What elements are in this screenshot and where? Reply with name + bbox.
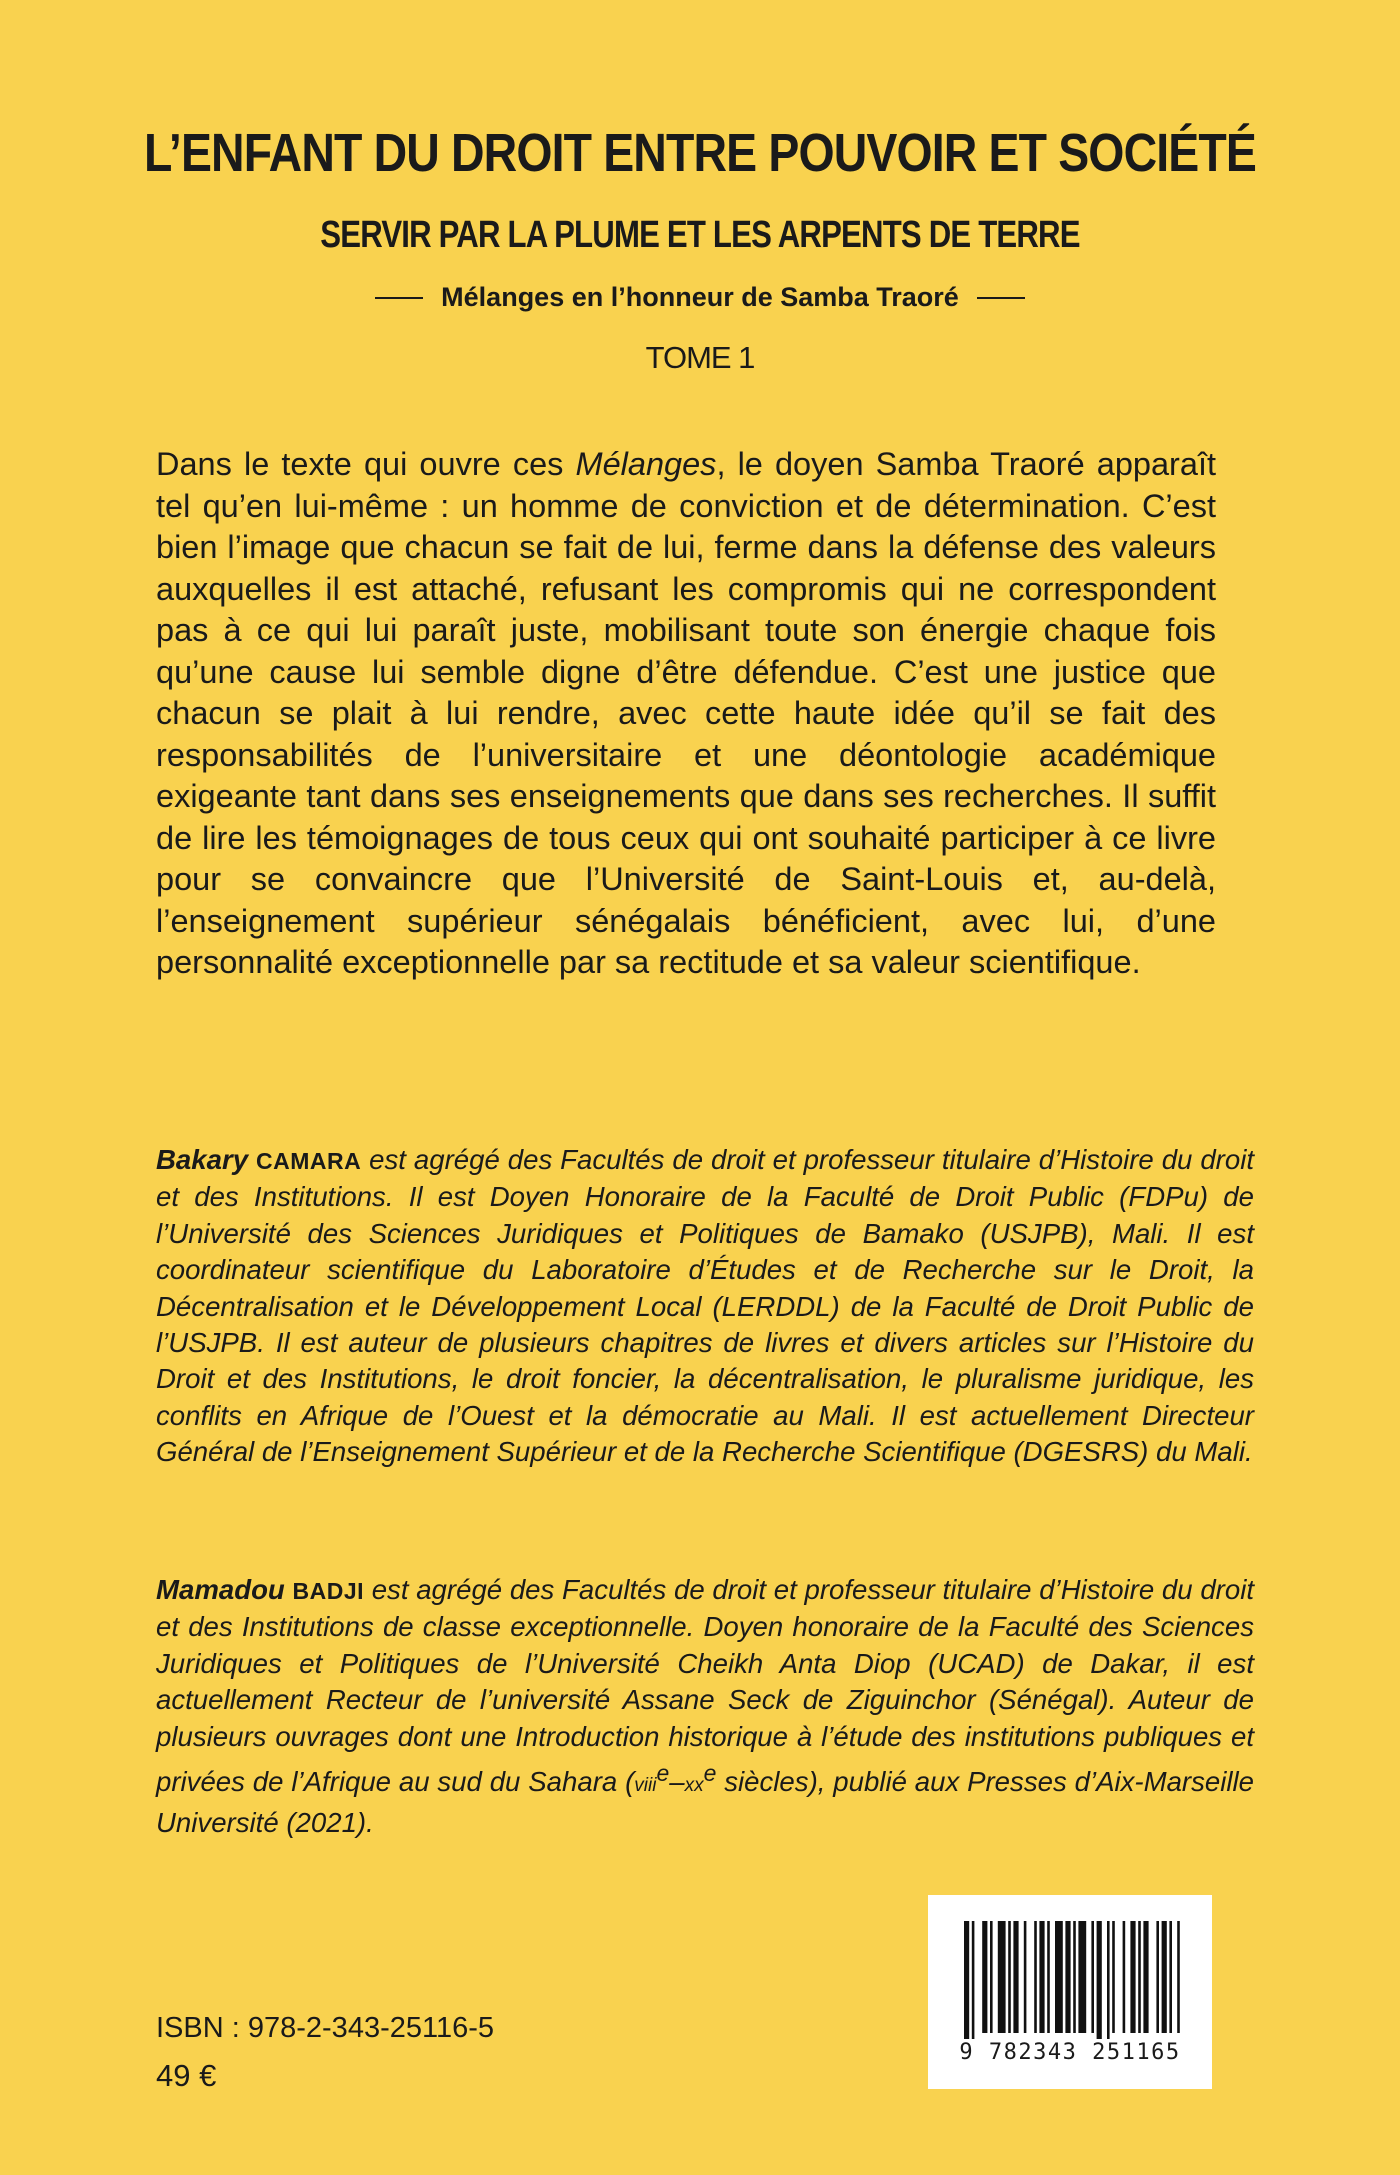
description-italic: Mélanges (575, 446, 717, 482)
barcode-bar (1065, 1921, 1070, 2033)
right-rule (977, 297, 1025, 299)
barcode-bar (990, 1921, 993, 2033)
author-bio-end: siècles), publié aux Presses d’Aix-Marseille Université (2021). (156, 1766, 1255, 1838)
author-bio-badji (156, 1572, 1254, 1841)
century-sup: e (656, 1760, 670, 1787)
barcode-bar (1097, 1921, 1102, 2039)
price: 49 € (156, 2058, 217, 2093)
isbn: ISBN : 978-2-343-25116-5 (156, 2012, 495, 2044)
barcode-bar (1162, 1921, 1167, 2033)
melanges-text: Mélanges en l’honneur de Samba Traoré (441, 282, 959, 312)
barcode-bar (1039, 1921, 1044, 2033)
barcode-bar (1138, 1921, 1141, 2033)
tome-label: TOME 1 (645, 340, 755, 375)
author-first-name: Bakary (156, 1144, 249, 1175)
left-rule (375, 297, 423, 299)
century-sup: e (703, 1760, 717, 1787)
barcode-bar (1008, 1921, 1011, 2033)
barcode-bar (1177, 1921, 1180, 2033)
barcode-bar (1107, 1921, 1110, 2039)
melanges-line (0, 282, 1400, 313)
book-description (156, 444, 1216, 984)
author-last-name: BADJI (292, 1578, 364, 1604)
barcode-bar (1143, 1921, 1148, 2033)
barcode-bar (982, 1921, 987, 2033)
author-bio-camara (156, 1142, 1254, 1471)
century-start: viii (634, 1775, 657, 1797)
book-subtitle: SERVIR PAR LA PLUME ET LES ARPENTS DE TERRE (320, 214, 1080, 256)
barcode-bar (1112, 1921, 1115, 2033)
barcode-bar (1123, 1921, 1126, 2033)
barcode-bar (1156, 1921, 1159, 2033)
author-first-name: Mamadou (156, 1574, 285, 1605)
description-intro: Dans le texte qui ouvre ces (156, 446, 576, 482)
century-sep: – (669, 1766, 685, 1798)
author-bio-text: est agrégé des Facultés de droit et professeur titulaire d’Histoire du droit et des Institutions de classe exceptionnelle. Doyen honoraire de la Faculté des Sciences Juridiques et Politiques de l’Université Cheikh Anta Diop (UCAD) de Dakar, il est actuellement Recteur de l’université Assane Seck de Ziguinchor (Sénégal). Auteur de plusieurs ouvrages dont une Introduction historique à l’étude des institutions publiques et privées de l’Afrique au sud du Sahara ( (156, 1574, 1254, 1798)
author-last-name: CAMARA (256, 1148, 362, 1174)
barcode-bar (1034, 1921, 1037, 2033)
barcode (928, 1895, 1212, 2089)
barcode-bar (1130, 1921, 1135, 2033)
barcode-digits: 9 782343 251165 (959, 2040, 1181, 2065)
author-bio-text: est agrégé des Facultés de droit et professeur titulaire d’Histoire du droit et des Institutions. Il est Doyen Honoraire de la Faculté de Droit Public (FDPu) de l’Université des Sciences Juridiques et Politiques de Bamako (USJPB), Mali. Il est coordinateur scientifique du Laboratoire d’Études et de Recherche sur le Droit, la Décentralisation et le Développement Local (LERDDL) de la Faculté de Droit Public de l’USJPB. Il est auteur de plusieurs chapitres de livres et divers articles sur l’Histoire du Droit et des Institutions, le droit foncier, la décentralisation, le pluralisme juridique, les conflits en Afrique de l’Ouest et la démocratie au Mali. Il est actuellement Directeur Général de l’Enseignement Supérieur et de la Recherche Scientifique (DGESRS) du Mali. (156, 1144, 1254, 1468)
barcode-bar (1055, 1921, 1063, 2033)
barcode-bar (1169, 1921, 1172, 2033)
century-end: xx (684, 1775, 704, 1797)
barcode-bar (1073, 1921, 1076, 2033)
barcode-bar (1078, 1921, 1086, 2033)
barcode-bar (1024, 1921, 1027, 2033)
description-text: , le doyen Samba Traoré apparaît tel qu’en lui-même : un homme de conviction et de détermination. C’est bien l’image que chacun se fait de lui, ferme dans la défense des valeurs auxquelles il est attaché, refusant les compromis qui ne correspondent pas à ce qui lui paraît juste, mobilisant toute son énergie chaque fois qu’une cause lui semble digne d’être défendue. C’est une justice que chacun se plait à lui rendre, avec cette haute idée qu’il se fait des responsabilités de l’universitaire et une déontologie académique exigeante tant dans ses enseignements que dans ses recherches. Il suffit de lire les témoignages de tous ceux qui ont souhaité participer à ce livre pour se convaincre que l’Université de Saint-Louis et, au-delà, l’enseignement supérieur sénégalais bénéficient, avec lui, d’une personnalité exceptionnelle par sa rectitude et sa valeur scientifique. (156, 446, 1217, 980)
barcode-bar (1047, 1921, 1050, 2033)
barcode-bar (998, 1921, 1006, 2033)
barcode-bar (964, 1921, 969, 2039)
barcode-bar (972, 1921, 975, 2039)
barcode-bar (1013, 1921, 1018, 2033)
barcode-bar (1091, 1921, 1094, 2033)
book-title: L’ENFANT DU DROIT ENTRE POUVOIR ET SOCIÉTÉ (143, 123, 1257, 183)
